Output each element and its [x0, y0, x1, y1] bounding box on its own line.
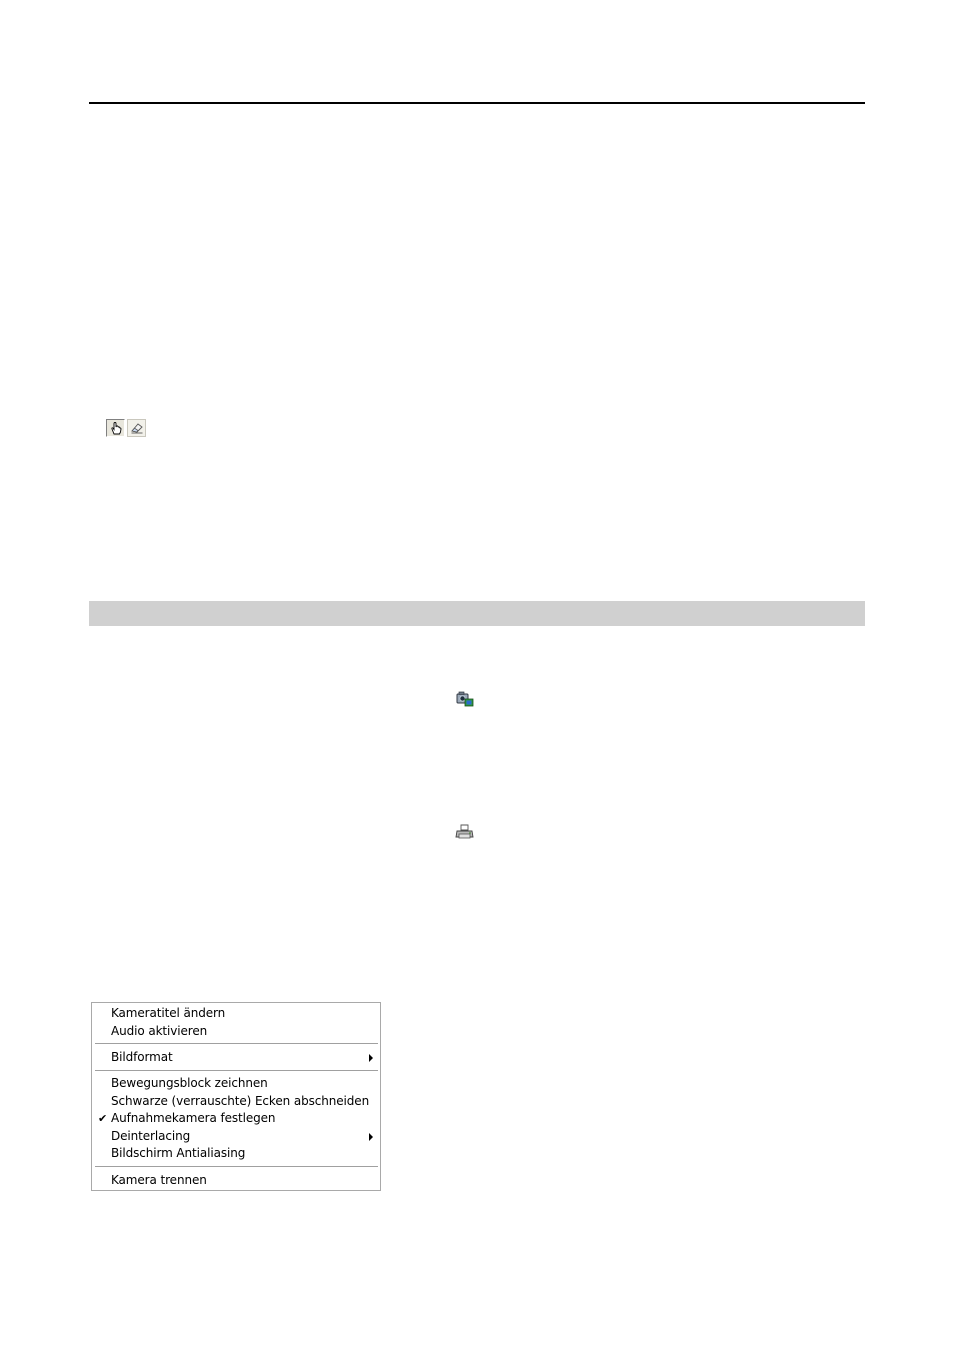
eraser-icon: [130, 421, 144, 435]
eraser-tool-button[interactable]: [127, 419, 146, 437]
camera-context-menu: [91, 1002, 381, 1191]
header-rule: [89, 102, 865, 104]
menu-item-enable-audio[interactable]: [92, 1023, 380, 1040]
drawing-toolbar: [106, 419, 148, 439]
menu-separator: [95, 1070, 378, 1072]
menu-item-label: Bildschirm Antialiasing: [111, 1146, 246, 1160]
menu-item-label: Schwarze (verrauschte) Ecken abschneiden: [111, 1094, 370, 1108]
hand-pointer-icon: [109, 421, 123, 435]
menu-item-label: Kamera trennen: [111, 1173, 207, 1187]
checkmark-icon: ✔: [98, 1112, 108, 1125]
printer-icon: [455, 823, 475, 841]
menu-item-crop-black-corners[interactable]: [92, 1093, 380, 1110]
menu-item-label: Bewegungsblock zeichnen: [111, 1076, 268, 1090]
hand-tool-button[interactable]: [106, 419, 125, 437]
menu-item-label: Audio aktivieren: [111, 1024, 208, 1038]
menu-item-label: Deinterlacing: [111, 1129, 191, 1143]
menu-item-deinterlacing[interactable]: [92, 1128, 380, 1145]
menu-item-disconnect-camera[interactable]: [92, 1172, 380, 1189]
menu-item-set-recording-camera[interactable]: [92, 1110, 380, 1127]
menu-item-image-format[interactable]: [92, 1049, 380, 1066]
menu-item-label: Bildformat: [111, 1050, 173, 1064]
submenu-arrow-icon: [369, 1054, 373, 1062]
menu-separator: [95, 1166, 378, 1168]
menu-item-change-camera-title[interactable]: [92, 1005, 380, 1022]
camera-screen-icon: [455, 690, 475, 708]
section-heading-bar: [89, 601, 865, 626]
submenu-arrow-icon: [369, 1133, 373, 1141]
menu-item-label: Kameratitel ändern: [111, 1006, 226, 1020]
menu-separator: [95, 1043, 378, 1045]
menu-item-label: Aufnahmekamera festlegen: [111, 1111, 276, 1125]
menu-item-draw-motion-block[interactable]: [92, 1075, 380, 1092]
menu-item-screen-antialiasing[interactable]: [92, 1145, 380, 1162]
